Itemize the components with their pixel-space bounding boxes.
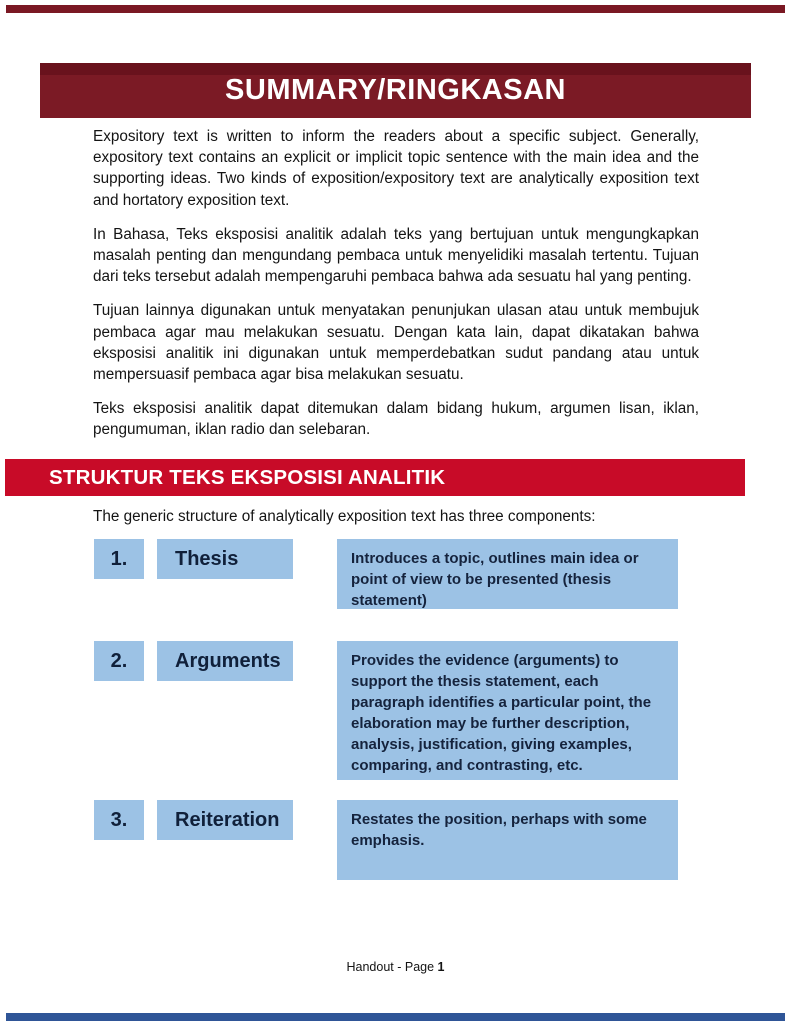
bottom-accent-bar (6, 1013, 785, 1021)
paragraph-bahasa-definition: In Bahasa, Teks eksposisi analitik adalah teks yang bertujuan untuk mengungkapkan masalah penting dan mengundang pembaca untuk menyelidiki masalah tertentu. Tujuan dari teks tersebut adalah mempengaruhi pembaca bahwa ada sesuatu hal yang penting. (93, 225, 699, 286)
page-title: SUMMARY/RINGKASAN (40, 63, 751, 118)
summary-paragraphs (93, 126, 699, 454)
row-number-box: 2. (94, 641, 144, 681)
footer-page-number: 1 (437, 960, 445, 974)
section-header-struktur: STRUKTUR TEKS EKSPOSISI ANALITIK (5, 459, 745, 496)
row-number-box: 3. (94, 800, 144, 840)
paragraph-contoh-penggunaan: Teks eksposisi analitik dapat ditemukan dalam bidang hukum, argumen lisan, iklan, pengumuman, iklan radio dan selebaran. (93, 400, 699, 439)
row-label-box: Arguments (157, 641, 293, 681)
footer-prefix: Handout - Page (346, 960, 438, 974)
row-description-box: Provides the evidence (arguments) to support the thesis statement, each paragraph identifies a particular point, the elaboration may be further description, analysis, justification, giving examples, comparing, and contrasting, etc. (337, 641, 678, 780)
row-number-box: 1. (94, 539, 144, 579)
row-description-box: Restates the position, perhaps with some emphasis. (337, 800, 678, 880)
row-description-box: Introduces a topic, outlines main idea or point of view to be presented (thesis statement) (337, 539, 678, 609)
generic-structure-intro: The generic structure of analytically exposition text has three components: (93, 508, 596, 525)
paragraph-tujuan-lainnya: Tujuan lainnya digunakan untuk menyatakan penunjukan ulasan atau untuk membujuk pembaca agar mau melakukan sesuatu. Dengan kata lain, dapat dikatakan bahwa eksposisi analitik ini digunakan untuk memperdebatkan sudut pandang atau untuk mempersuasif pembaca agar bisa melakukan sesuatu. (93, 302, 699, 384)
footer-page-label (0, 960, 791, 974)
top-accent-bar (6, 5, 785, 13)
paragraph-expository-intro: Expository text is written to inform the readers about a specific subject. Generally, expository text contains an explicit or implicit topic sentence with the main idea and the supporting ideas. Two kinds of exposition/expository text are analytically exposition text and hortatory exposition text. (93, 128, 699, 209)
row-label-box: Thesis (157, 539, 293, 579)
row-label-box: Reiteration (157, 800, 293, 840)
